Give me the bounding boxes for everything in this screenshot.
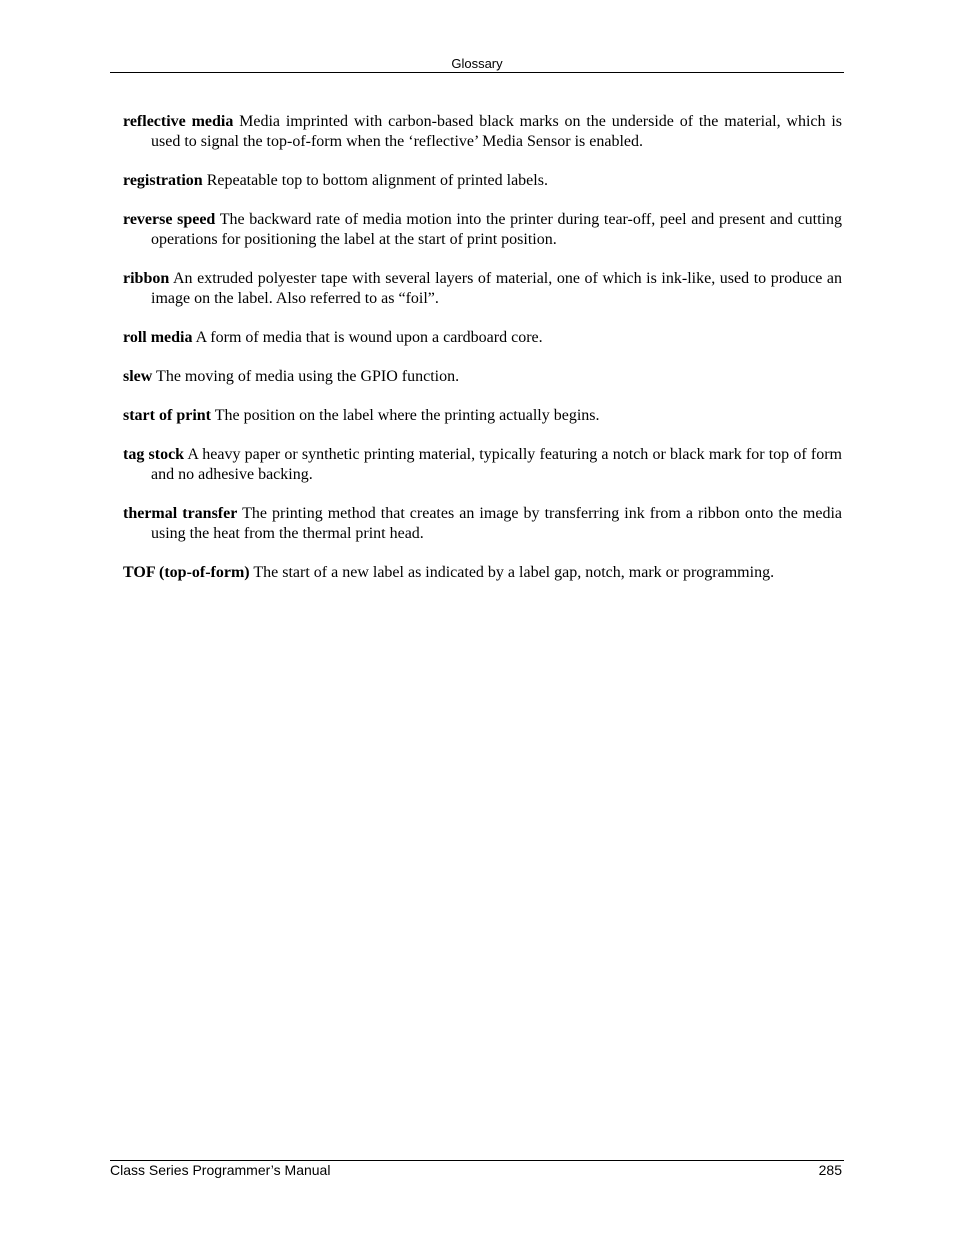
glossary-definition: Media imprinted with carbon-based black marks on the underside of the material, which is used to signal the top-of-form when the ‘reflective’ Media Sensor is enabled.	[151, 113, 842, 150]
glossary-definition: The start of a new label as indicated by a label gap, notch, mark or programming.	[253, 564, 775, 581]
glossary-term: roll media	[123, 329, 193, 346]
glossary-entry	[123, 210, 842, 250]
glossary-term: ribbon	[123, 270, 170, 287]
glossary-entry	[123, 171, 842, 191]
glossary-entry	[123, 269, 842, 309]
glossary-term: TOF (top-of-form)	[123, 564, 250, 581]
glossary-entry	[123, 406, 842, 426]
page-number: 285	[818, 1162, 842, 1178]
glossary-definition: The printing method that creates an image by transferring ink from a ribbon onto the media using the heat from the thermal print head.	[151, 505, 843, 542]
running-header: Glossary	[451, 56, 503, 71]
glossary-entry	[123, 367, 842, 387]
glossary-definition: The position on the label where the printing actually begins.	[214, 407, 600, 424]
glossary-definition: Repeatable top to bottom alignment of printed labels.	[206, 172, 548, 189]
glossary-entry	[123, 112, 842, 152]
glossary-term: registration	[123, 172, 203, 189]
footer-divider	[110, 1160, 844, 1161]
glossary-definition: A heavy paper or synthetic printing material, typically featuring a notch or black mark for top of form and no adhesive backing.	[151, 446, 842, 483]
glossary-term: slew	[123, 368, 153, 385]
glossary-definition: The backward rate of media motion into the printer during tear-off, peel and present and cutting operations for positioning the label at the start of print position.	[151, 211, 843, 248]
glossary-term: thermal transfer	[123, 505, 238, 522]
glossary-entry	[123, 328, 842, 348]
footer-manual-title: Class Series Programmer’s Manual	[110, 1162, 331, 1178]
header-divider	[110, 72, 844, 73]
glossary-list	[123, 112, 842, 602]
glossary-entry	[123, 504, 842, 544]
glossary-definition: An extruded polyester tape with several layers of material, one of which is ink-like, used to produce an image on the label. Also referred to as “foil”.	[151, 270, 842, 307]
glossary-term: reverse speed	[123, 211, 216, 228]
glossary-term: tag stock	[123, 446, 185, 463]
glossary-term: start of print	[123, 407, 211, 424]
glossary-definition: The moving of media using the GPIO function.	[156, 368, 460, 385]
glossary-term: reflective media	[123, 113, 234, 130]
glossary-definition: A form of media that is wound upon a cardboard core.	[195, 329, 543, 346]
glossary-entry	[123, 445, 842, 485]
glossary-entry	[123, 563, 842, 583]
